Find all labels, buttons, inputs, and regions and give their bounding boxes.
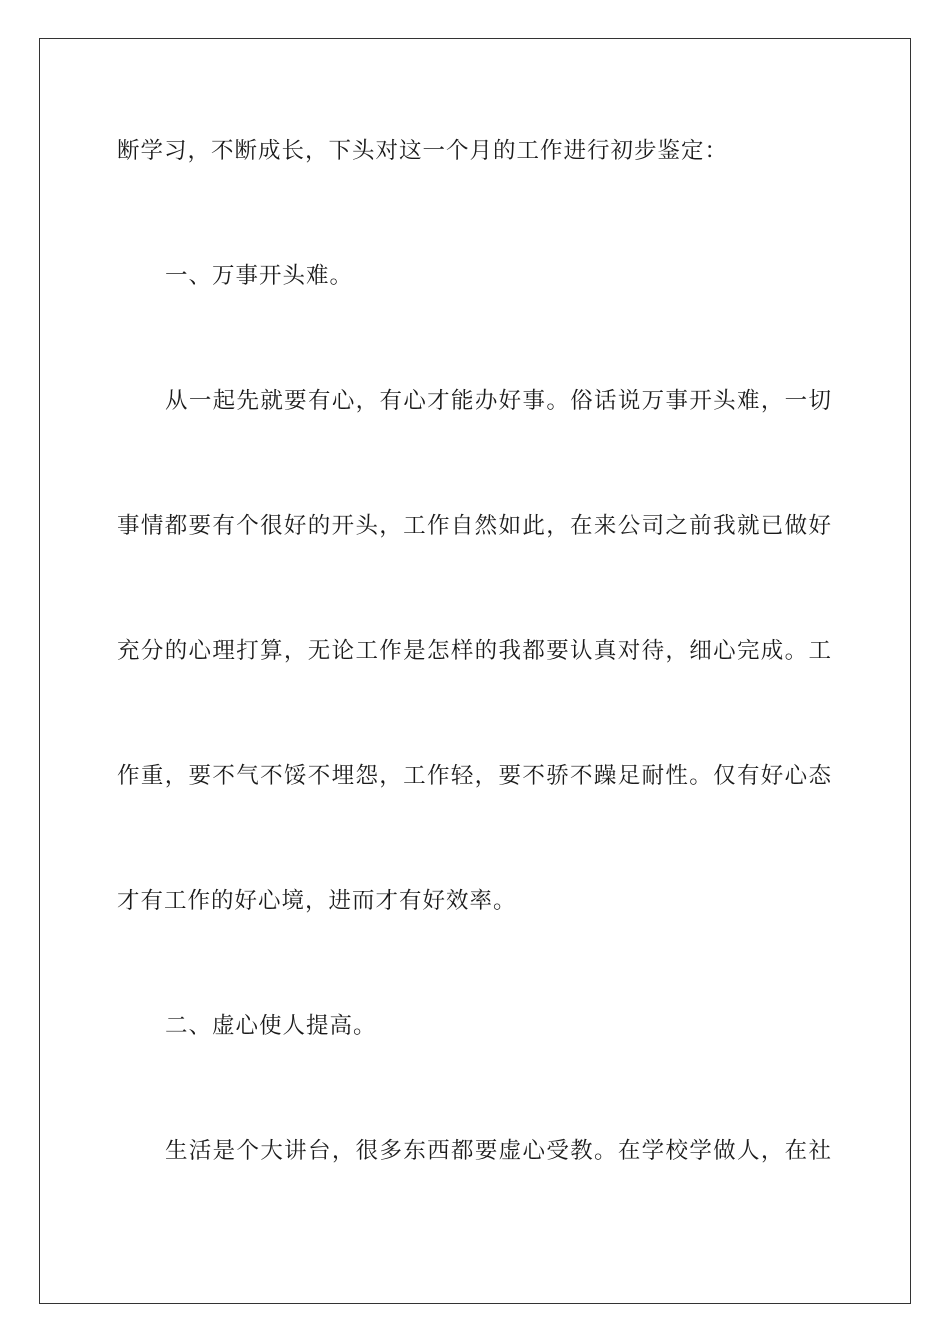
section-heading: 一、万事开头难。 xyxy=(165,263,354,289)
paragraph-line: 事情都要有个很好的开头，工作自然如此，在来公司之前我就已做好 xyxy=(117,513,832,539)
section-heading: 二、虚心使人提高。 xyxy=(165,1013,377,1039)
paragraph-line: 生活是个大讲台，很多东西都要虚心受教。在学校学做人，在社 xyxy=(165,1138,832,1164)
paragraph-line: 才有工作的好心境，进而才有好效率。 xyxy=(117,888,517,914)
paragraph-line: 从一起先就要有心，有心才能办好事。俗话说万事开头难，一切 xyxy=(165,388,832,414)
document-page xyxy=(39,38,911,1304)
paragraph-line: 充分的心理打算，无论工作是怎样的我都要认真对待，细心完成。工 xyxy=(117,638,832,664)
paragraph-line: 作重，要不气不馁不埋怨，工作轻，要不骄不躁足耐性。仅有好心态 xyxy=(117,763,832,789)
paragraph-line: 断学习，不断成长，下头对这一个月的工作进行初步鉴定： xyxy=(117,138,729,164)
